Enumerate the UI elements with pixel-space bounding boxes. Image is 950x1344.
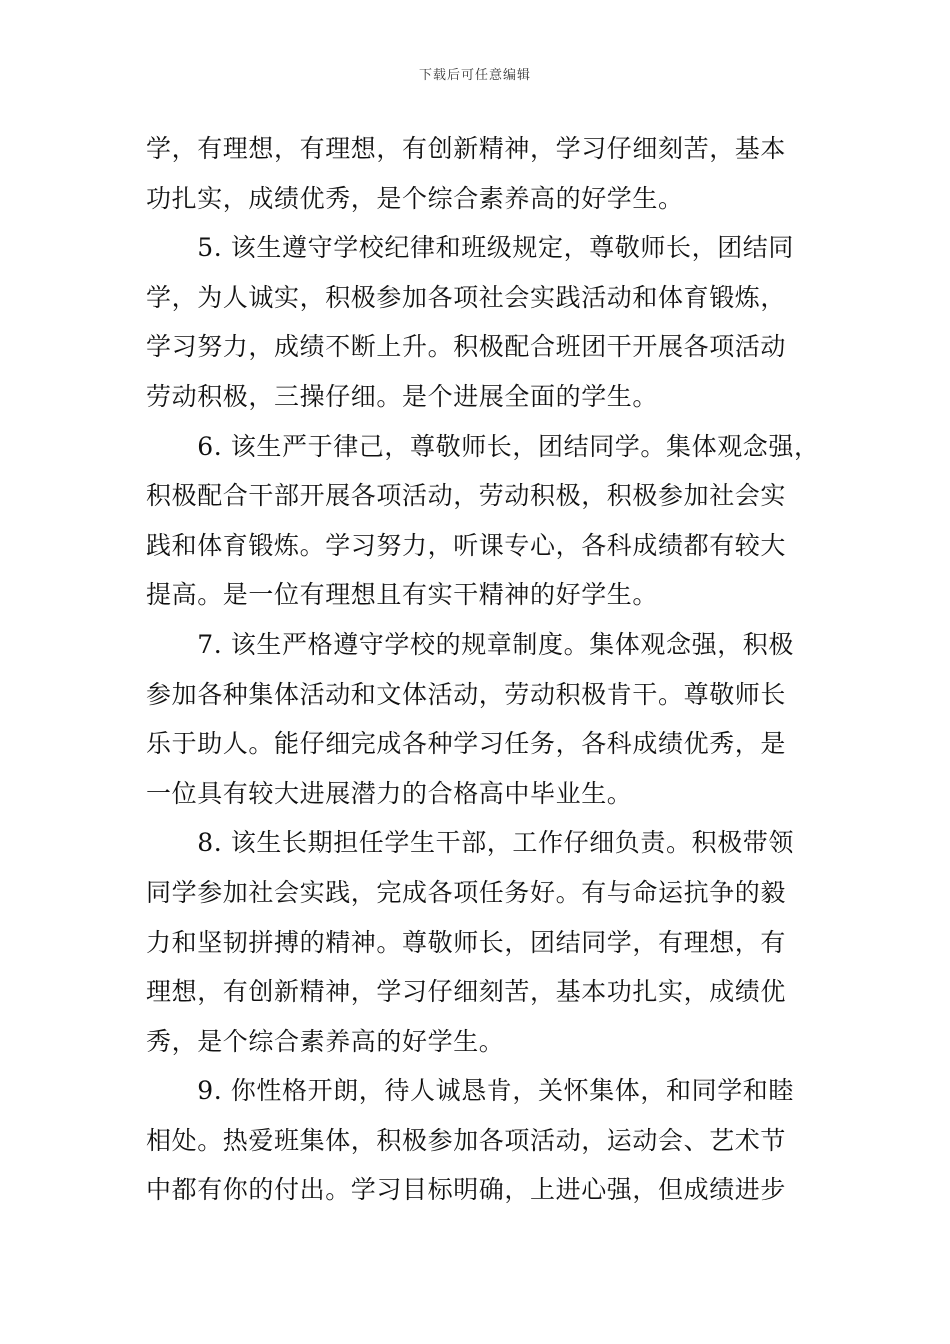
text-line: 一位具有较大进展潜力的合格高中毕业生。 [146,778,633,808]
text-line: 劳动积极，三操仔细。是个进展全面的学生。 [146,381,659,411]
text-line: 践和体育锻炼。学习努力，听课专心，各科成绩都有较大 [146,530,787,560]
page-header: 下载后可任意编辑 [418,68,531,83]
text-line: 相处。热爱班集体，积极参加各项活动，运动会、艺术节 [146,1125,787,1155]
text-line: 5. 该生遵守学校纪律和班级规定，尊敬师长，团结同 [146,233,795,263]
document-body [146,124,820,1215]
text-line: 9. 你性格开朗，待人诚恳肯，关怀集体，和同学和睦 [146,1076,795,1106]
text-line: 中都有你的付出。学习目标明确，上进心强，但成绩进步 [146,1175,787,1205]
text-line: 秀，是个综合素养高的好学生。 [146,1026,505,1056]
text-line: 力和坚韧拼搏的精神。尊敬师长，团结同学，有理想，有 [146,927,787,957]
text-line: 7. 该生严格遵守学校的规章制度。集体观念强，积极 [146,629,795,659]
text-line: 功扎实，成绩优秀，是个综合素养高的好学生。 [146,183,684,213]
text-line: 6. 该生严于律己，尊敬师长，团结同学。集体观念强， [146,431,820,461]
text-line: 积极配合干部开展各项活动，劳动积极，积极参加社会实 [146,481,787,511]
text-line: 理想，有创新精神，学习仔细刻苦，基本功扎实，成绩优 [146,977,787,1007]
text-line: 同学参加社会实践，完成各项任务好。有与命运抗争的毅 [146,877,787,907]
text-line: 参加各种集体活动和文体活动，劳动积极肯干。尊敬师长 [146,679,787,709]
text-line: 8. 该生长期担任学生干部，工作仔细负责。积极带领 [146,828,795,858]
text-line: 学，为人诚实，积极参加各项社会实践活动和体育锻炼， [146,282,787,312]
text-line: 学习努力，成绩不断上升。积极配合班团干开展各项活动 [146,332,787,362]
text-line: 学，有理想，有理想，有创新精神，学习仔细刻苦，基本 [146,134,787,163]
text-line: 乐于助人。能仔细完成各种学习任务，各科成绩优秀，是 [146,729,787,759]
text-line: 提高。是一位有理想且有实干精神的好学生。 [146,580,659,610]
